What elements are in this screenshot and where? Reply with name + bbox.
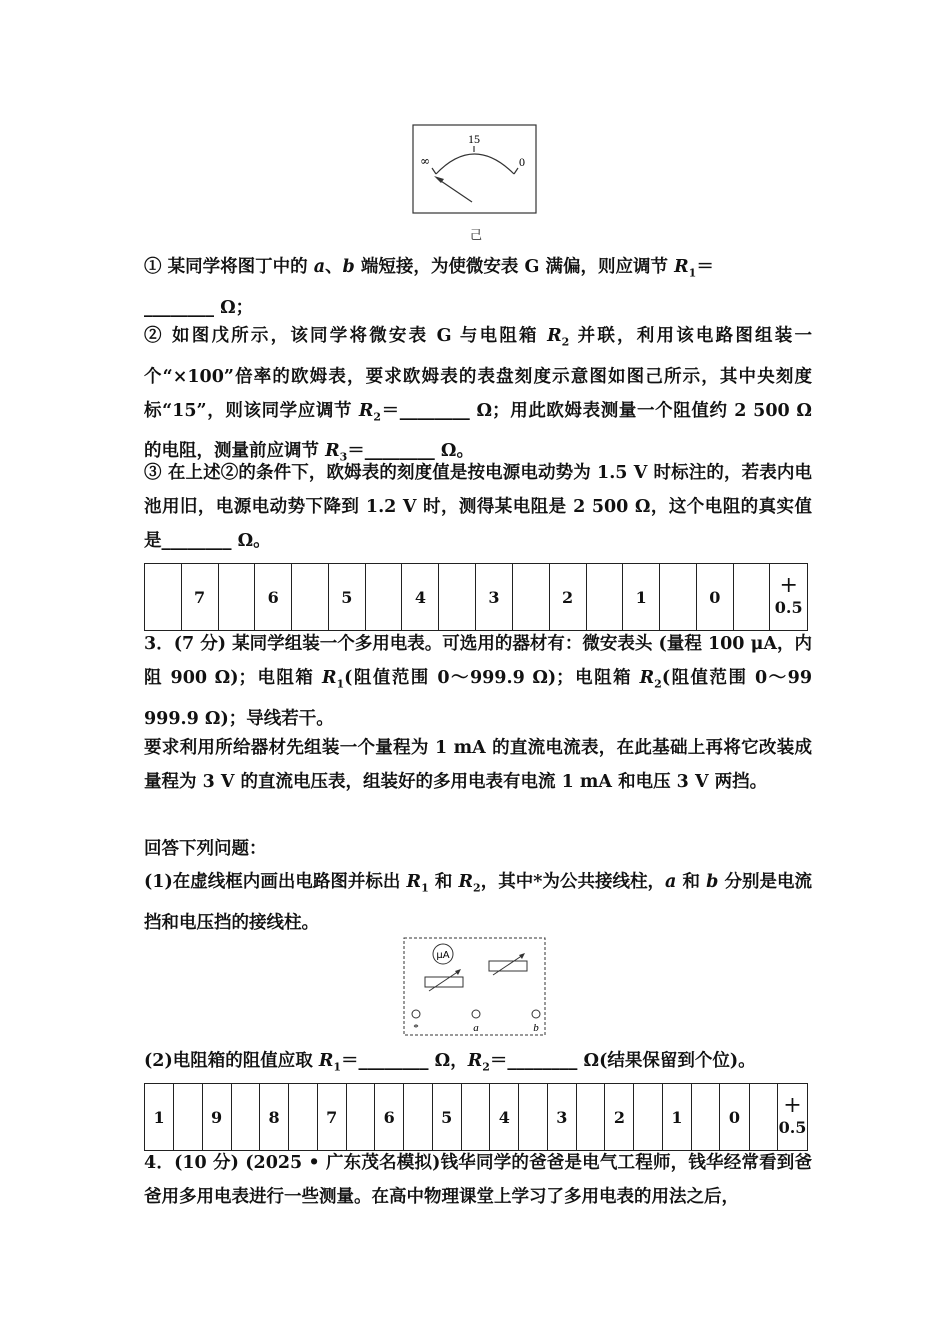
item-2: ② 如图戊所示，该同学将微安表 G 与电阻箱 $R_2$ 并联，利用该电路图组装一个“×100”倍率的欧姆表，要求欧姆表的表盘刻度示意图如图己所示，其中央刻度标“15”，则该同学应调节 $R_2=\_\_\_\_\_\_\_\_$ Ω；用此欧姆表测量一个阻值约 2 500 Ω 的电阻，测量前应调节 $R_3=\_\_\_\_\_\_\_\_$ Ω。 xyxy=(144,326,812,464)
r1-arrow-head xyxy=(455,969,461,975)
score-2-cell: 8 xyxy=(260,1084,289,1151)
score-1-cell: 6 xyxy=(255,564,292,631)
score-2-cell: 3 xyxy=(547,1084,576,1151)
figure-caption-ji: 己 xyxy=(469,228,482,242)
score-2-cell xyxy=(346,1084,375,1151)
resistance-box-r1-icon xyxy=(425,977,463,987)
score-1-cell: 3 xyxy=(475,564,512,631)
score-table-1 xyxy=(144,563,808,631)
score-2-cell xyxy=(231,1084,260,1151)
dial-tick-right xyxy=(514,168,518,174)
r2-arrow-head xyxy=(519,953,525,959)
score-1-cell: 5 xyxy=(328,564,365,631)
score-2-cell xyxy=(289,1084,318,1151)
r2-arrow-line xyxy=(493,955,523,975)
score-2-cell xyxy=(519,1084,548,1151)
dial-label-infinity: ∞ xyxy=(420,154,430,168)
score-1-cell: 0 xyxy=(696,564,733,631)
dial-drawing xyxy=(412,124,538,216)
score-2-cell xyxy=(404,1084,433,1151)
item-1: ① 某同学将图丁中的 a、b 端短接，为使微安表 G 满偏，则应调节 $R_1=$ ________ Ω； xyxy=(144,257,714,318)
score-1-cell: 1 xyxy=(623,564,660,631)
score-2-cell xyxy=(461,1084,490,1151)
plus-symbol: + xyxy=(779,573,798,598)
circuit-drawing xyxy=(403,937,547,1037)
score-2-cell: 9 xyxy=(202,1084,231,1151)
score-2-cell: 2 xyxy=(605,1084,634,1151)
circuit-figure xyxy=(403,937,547,1037)
terminal-common-label: * xyxy=(413,1022,419,1034)
question-3-sub1: (1)在虚线框内画出电路图并标出 $R_1$ 和 $R_2$，其中*为公共接线柱，a 和 b 分别是电流挡和电压挡的接线柱。 xyxy=(144,872,813,933)
score-row-2 xyxy=(145,1084,808,1151)
score-2-cell xyxy=(576,1084,605,1151)
score-1-cell xyxy=(733,564,770,631)
score-2-cell: 1 xyxy=(145,1084,174,1151)
question-3-sub2: (2)电阻箱的阻值应取 $R_1=\_\_\_\_\_\_\_\_$ Ω，$R_2=\_\_\_\_\_\_\_\_$ Ω(结果保留到个位)。 xyxy=(144,1051,756,1074)
terminal-a-label: a xyxy=(473,1022,479,1034)
score-1-plus-cell xyxy=(770,564,808,631)
question-3-intro: 3．(7 分) 某同学组装一个多用电表。可选用的器材有：微安表头 (量程 100 μA，内阻 900 Ω)；电阻箱 $R_1$(阻值范围 0～999.9 Ω)；电阻箱 $R_2$(阻值范围 0～99 999.9 Ω)；导线若干。 xyxy=(144,634,812,729)
dial-pointer xyxy=(438,179,472,202)
dial-label-0: 0 xyxy=(519,155,525,169)
plus-value: 0.5 xyxy=(774,598,803,617)
dial-tick-left xyxy=(432,168,436,174)
plus-half-mark xyxy=(778,1095,807,1139)
score-1-cell xyxy=(512,564,549,631)
score-2-cell: 5 xyxy=(432,1084,461,1151)
score-table-2 xyxy=(144,1083,808,1151)
item-3: ③ 在上述②的条件下，欧姆表的刻度值是按电源电动势为 1.5 V 时标注的，若表内电池用旧，电源电动势下降到 1.2 V 时，测得某电阻是 2 500 Ω，这个电阻的真实值是________ Ω。 xyxy=(144,463,812,551)
question-4-intro: 4．(10 分) (2025 • 广东茂名模拟)钱华同学的爸爸是电气工程师，钱华经常看到爸爸用多用电表进行一些测量。在高中物理课堂上学习了多用电表的用法之后， xyxy=(144,1153,812,1207)
score-1-cell xyxy=(365,564,402,631)
question-3-requirement: 要求利用所给器材先组装一个量程为 1 mA 的直流电流表，在此基础上再将它改装成量程为 3 V 的直流电压表，组装好的多用电表有电流 1 mA 和电压 3 V 两挡。 xyxy=(144,738,812,792)
plus-symbol: + xyxy=(783,1093,802,1118)
plus-half-mark xyxy=(770,575,807,619)
score-1-cell xyxy=(218,564,255,631)
score-1-cell xyxy=(660,564,697,631)
score-1-cell xyxy=(586,564,623,631)
score-2-plus-cell xyxy=(778,1084,808,1151)
score-2-cell: 0 xyxy=(720,1084,749,1151)
terminal-a-icon xyxy=(472,1010,480,1018)
score-2-cell xyxy=(749,1084,778,1151)
microammeter-label: μA xyxy=(436,950,450,961)
score-2-cell: 6 xyxy=(375,1084,404,1151)
score-2-cell xyxy=(691,1084,720,1151)
score-1-cell xyxy=(439,564,476,631)
score-1-cell: 7 xyxy=(181,564,218,631)
score-1-cell xyxy=(145,564,182,631)
terminal-b-label: b xyxy=(533,1022,539,1034)
score-2-cell xyxy=(174,1084,203,1151)
score-1-cell: 2 xyxy=(549,564,586,631)
score-1-cell: 4 xyxy=(402,564,439,631)
terminal-common-icon xyxy=(412,1010,420,1018)
plus-value: 0.5 xyxy=(778,1118,807,1137)
ohmmeter-dial-figure xyxy=(412,124,538,216)
dial-label-15: 15 xyxy=(468,132,480,146)
r1-arrow-line xyxy=(429,971,459,991)
terminal-b-icon xyxy=(532,1010,540,1018)
score-2-cell: 1 xyxy=(662,1084,691,1151)
score-2-cell: 7 xyxy=(317,1084,346,1151)
resistance-box-r2-icon xyxy=(489,961,527,971)
score-2-cell: 4 xyxy=(490,1084,519,1151)
dial-arc xyxy=(436,154,514,174)
score-2-cell xyxy=(634,1084,663,1151)
question-3-answer-prompt: 回答下列问题： xyxy=(144,839,267,859)
score-1-cell xyxy=(292,564,329,631)
score-row-1 xyxy=(145,564,808,631)
